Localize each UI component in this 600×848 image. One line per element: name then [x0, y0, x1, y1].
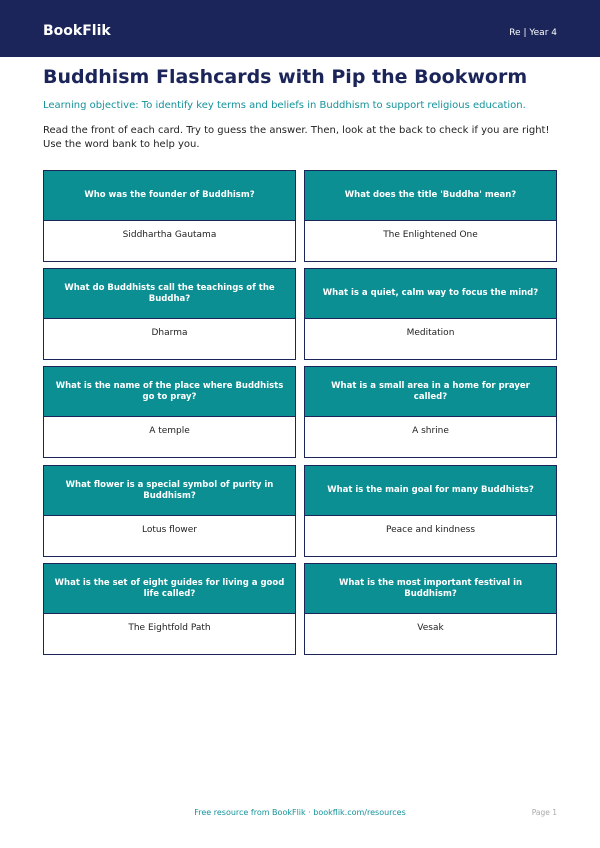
card-answer: Lotus flower: [142, 525, 197, 535]
flashcard: [43, 366, 296, 458]
instructions: Read the front of each card. Try to guess the answer. Then, look at the back to check if you are right! Use the word bank to help you.: [43, 125, 550, 150]
page-number: Page 1: [531, 808, 557, 817]
card-front: [305, 466, 556, 515]
card-answer: A temple: [149, 426, 190, 436]
flashcard: [43, 268, 296, 360]
card-front: [44, 367, 295, 416]
flashcard: [304, 268, 557, 360]
card-question: What flower is a special symbol of purity in Buddhism?: [65, 479, 274, 501]
card-back: [44, 318, 295, 359]
card-back: [44, 613, 295, 654]
card-front: [305, 171, 556, 220]
flashcard: [304, 563, 557, 655]
card-answer: A shrine: [412, 426, 449, 436]
card-question: What is the main goal for many Buddhists?: [327, 485, 534, 495]
subject-year-label: Re | Year 4: [509, 28, 557, 38]
page-title: Buddhism Flashcards with Pip the Bookworm: [43, 66, 528, 88]
card-back: [305, 416, 556, 457]
flashcard: [43, 465, 296, 557]
card-front: [305, 367, 556, 416]
flashcard: [43, 563, 296, 655]
card-question: What does the title 'Buddha' mean?: [344, 190, 517, 200]
card-front: [44, 564, 295, 613]
footer-link[interactable]: Free resource from BookFlik · bookflik.com/resources: [194, 808, 406, 817]
card-question: What is the most important festival in Buddhism?: [338, 577, 523, 599]
card-question: Who was the founder of Buddhism?: [84, 190, 255, 200]
card-front: [44, 171, 295, 220]
card-question: What is a small area in a home for prayer called?: [331, 380, 530, 402]
card-back: [305, 515, 556, 556]
card-question: What is the set of eight guides for living a good life called?: [54, 577, 285, 599]
card-back: [44, 515, 295, 556]
card-answer: Meditation: [406, 328, 455, 338]
card-answer: Vesak: [417, 623, 444, 633]
learning-objective: Learning objective: To identify key terms and beliefs in Buddhism to support religious education.: [43, 100, 526, 111]
card-answer: Siddhartha Gautama: [122, 230, 217, 240]
card-front: [305, 564, 556, 613]
card-answer: The Eightfold Path: [128, 623, 211, 633]
card-question: What is a quiet, calm way to focus the mind?: [322, 288, 539, 298]
card-answer: The Enlightened One: [383, 230, 478, 240]
header-bar: [0, 0, 600, 57]
card-question: What do Buddhists call the teachings of the Buddha?: [64, 282, 275, 304]
brand-logo[interactable]: BookFlik: [43, 23, 111, 39]
card-question: What is the name of the place where Buddhists go to pray?: [55, 380, 284, 402]
card-back: [44, 220, 295, 261]
card-answer: Dharma: [151, 328, 188, 338]
card-back: [305, 613, 556, 654]
card-answer: Peace and kindness: [385, 525, 476, 535]
card-front: [44, 466, 295, 515]
flashcard: [304, 465, 557, 557]
card-back: [44, 416, 295, 457]
card-back: [305, 318, 556, 359]
card-back: [305, 220, 556, 261]
flashcard: [304, 170, 557, 262]
card-front: [305, 269, 556, 318]
flashcard: [43, 170, 296, 262]
flashcard: [304, 366, 557, 458]
card-front: [44, 269, 295, 318]
